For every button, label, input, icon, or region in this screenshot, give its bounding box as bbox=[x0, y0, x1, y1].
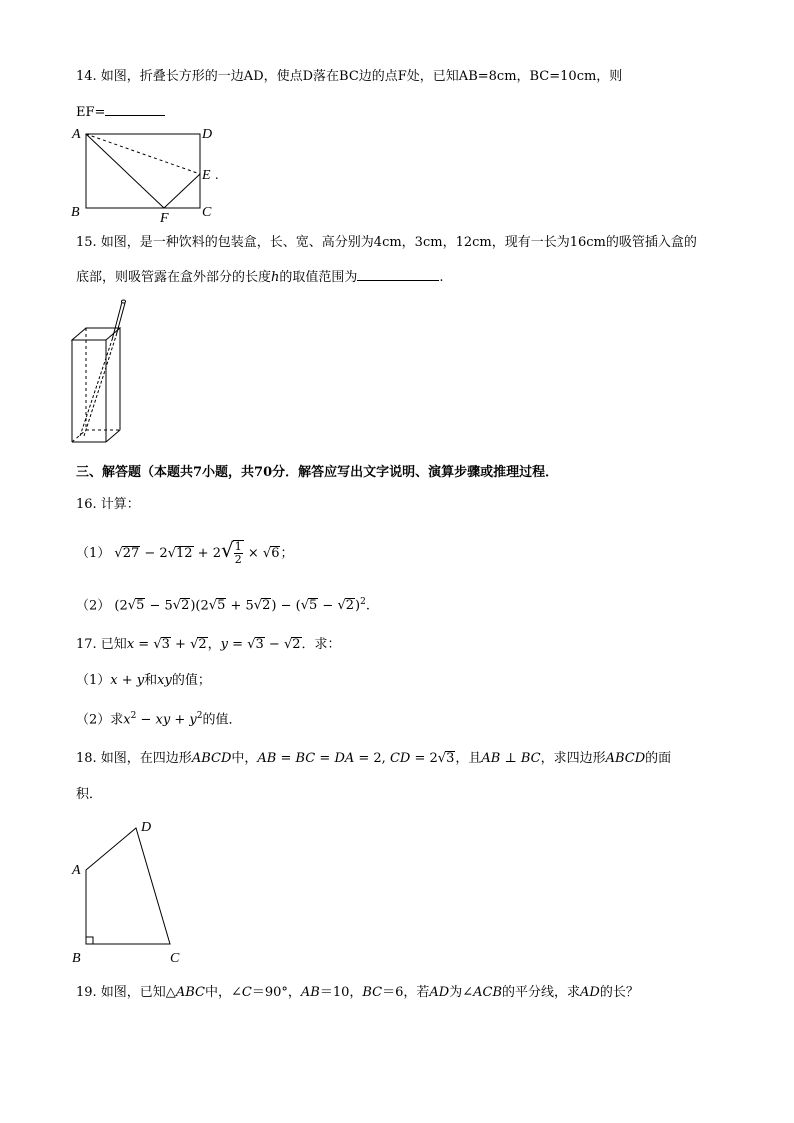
q19-t8: 的长？ bbox=[599, 985, 639, 1000]
q16-p2-end: . bbox=[365, 598, 370, 614]
q15-end: . bbox=[439, 270, 444, 285]
q14-segment-fe bbox=[164, 174, 200, 208]
q17-part1: （1）x + y和xy的值； bbox=[76, 673, 211, 688]
q19-abc: ABC bbox=[175, 985, 205, 1000]
q18-quadrilateral-figure bbox=[66, 816, 196, 966]
q19-t7: 的平分线，求 bbox=[502, 985, 581, 1000]
q16-p2-label: （2） bbox=[76, 598, 111, 614]
q15-answer-blank bbox=[357, 266, 439, 281]
q17-p1-label: （1） bbox=[76, 673, 111, 688]
q19-t5: ＝6，若 bbox=[382, 985, 430, 1000]
q14-line2 bbox=[76, 101, 165, 122]
q14-label-e: E bbox=[202, 168, 211, 183]
q19-ab: AB bbox=[300, 985, 320, 1000]
q19-t4: ＝10， bbox=[319, 985, 363, 1000]
q19-t6: 为∠ bbox=[449, 985, 474, 1000]
q16-p1-label: （1） bbox=[76, 546, 111, 561]
q15-text-a: 底部，则吸管露在盒外部分的长度 bbox=[76, 270, 272, 285]
q18-text-a: 18. 如图，在四边形 bbox=[76, 751, 192, 766]
q18-label-c: C bbox=[170, 951, 180, 966]
q17-p2-end: 的值． bbox=[202, 712, 242, 728]
q18-line1: 18. 如图，在四边形ABCD中，AB = BC = DA = 2, CD = 2√3，且AB ⊥ BC，求四边形ABCD的面 bbox=[76, 751, 672, 766]
q18-quad-1: ABCD bbox=[191, 751, 232, 766]
q16-part1: （1） √27 − 2√12 + 2√ $\frac{1}{2}$ × √6； bbox=[76, 538, 294, 566]
q14-answer-blank bbox=[105, 101, 165, 116]
q19-bc: BC bbox=[362, 985, 383, 1000]
q14-line1: 14. 如图，折叠长方形的一边AD，使点D落在BC边的点F处，已知AB=8cm，BC=10cm，则 bbox=[76, 69, 623, 84]
q15-text-b: 的取值范围为 bbox=[279, 270, 358, 285]
q17-title: 17. 已知x = √3 + √2，y = √3 − √2．求： bbox=[76, 637, 341, 652]
q19-acb: ACB bbox=[473, 985, 502, 1000]
q14-label-c: C bbox=[202, 205, 212, 220]
q19-c: C bbox=[241, 985, 252, 1000]
q19-line bbox=[76, 984, 639, 1002]
q17-p1-end: 的值； bbox=[171, 673, 211, 688]
q18-right-angle-mark bbox=[86, 937, 93, 944]
q16-p1-end: ； bbox=[280, 546, 294, 561]
q17-p1-and: 和 bbox=[144, 673, 158, 688]
q17-p2-label: （2）求 bbox=[76, 712, 124, 728]
q19-ad: AD bbox=[429, 985, 450, 1000]
q14-label-a: A bbox=[72, 127, 81, 142]
q18-quad-2: ABCD bbox=[605, 751, 646, 766]
q15-straw-inside bbox=[80, 340, 112, 436]
q14-label-dot: . bbox=[215, 168, 219, 183]
q18-line2: 积． bbox=[76, 787, 103, 802]
q16-title: 16. 计算： bbox=[76, 497, 140, 512]
section3-title: 三、解答题（本题共7小题，共70分．解答应写出文字说明、演算步骤或推理过程． bbox=[76, 465, 559, 480]
q15-straw-inside-2 bbox=[84, 336, 116, 436]
q14-rectangle-figure bbox=[66, 124, 236, 224]
q15-var-h: h bbox=[271, 270, 280, 285]
q14-label-d: D bbox=[202, 127, 213, 142]
q17-title-a: 17. 已知 bbox=[76, 637, 127, 652]
q14-label-b: B bbox=[71, 205, 80, 220]
q19-t2: 中，∠ bbox=[204, 985, 242, 1000]
q18-text-d: ，求四边形 bbox=[540, 751, 606, 766]
q14-label-f: F bbox=[160, 211, 169, 224]
q19-ad2: AD bbox=[580, 985, 600, 1000]
q18-label-d: D bbox=[141, 820, 152, 835]
q14-ef-label: EF= bbox=[76, 105, 106, 120]
q17-part2: （2）求$x^2$ − xy + $y^2$的值． bbox=[76, 711, 242, 728]
q18-text-c: ，且 bbox=[455, 751, 482, 766]
q15-box-straw-figure bbox=[66, 296, 136, 446]
q18-text-e: 的面 bbox=[645, 751, 672, 766]
q19-t1: 19. 如图，已知△ bbox=[76, 985, 176, 1000]
q19-t3: ＝90°， bbox=[251, 985, 301, 1000]
q15-line2 bbox=[76, 266, 444, 287]
q17-title-b: ．求： bbox=[301, 637, 341, 652]
q14-segment-af bbox=[86, 134, 164, 208]
q16-part2: （2） $(2√5 - 5√2)(2√5 + 5√2) - (√5 - √2)^2$. bbox=[76, 597, 370, 614]
q14-fold-line-ae bbox=[86, 134, 200, 174]
q18-label-b: B bbox=[72, 951, 81, 966]
q18-text-b: 中， bbox=[231, 751, 258, 766]
q15-line1: 15. 如图，是一种饮料的包装盒，长、宽、高分别为4cm，3cm，12cm，现有一长为16cm的吸管插入盒的 bbox=[76, 235, 697, 250]
q18-label-a: A bbox=[72, 863, 81, 878]
